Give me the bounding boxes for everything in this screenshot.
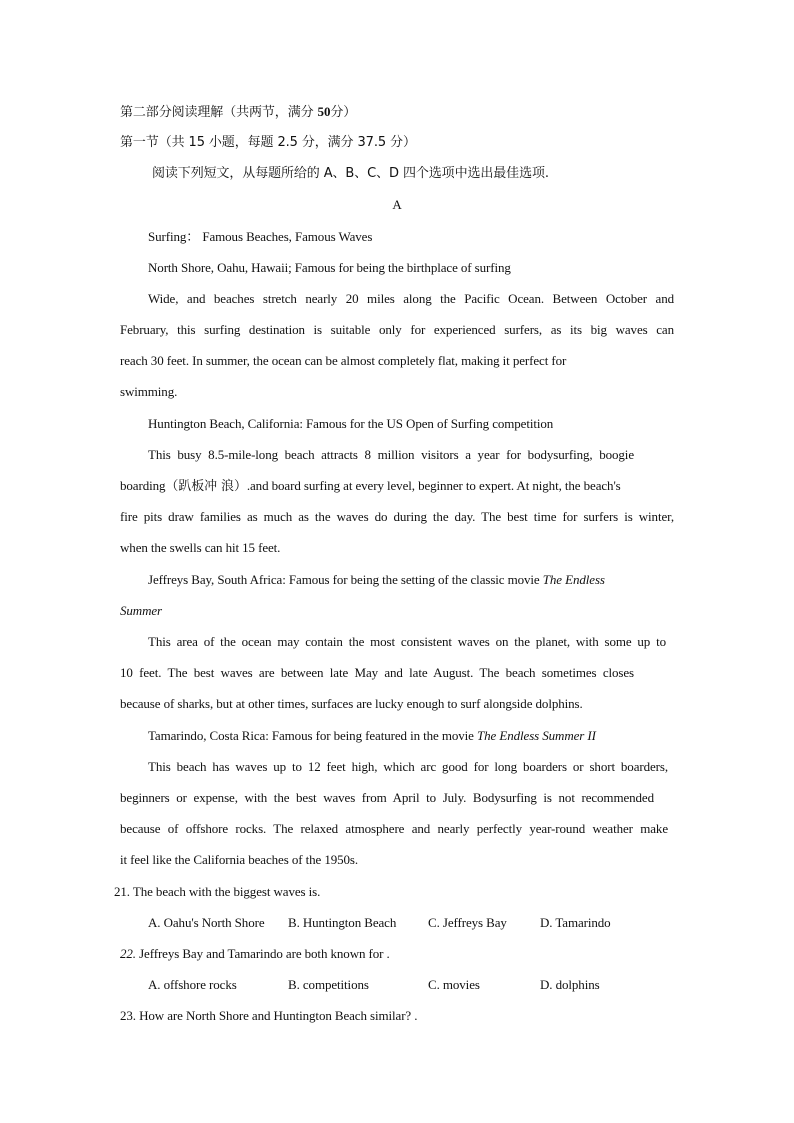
beach2-line4: when the swells can hit 15 feet. xyxy=(120,540,281,555)
question-22-option-b[interactable]: B. competitions xyxy=(288,977,369,992)
beach1-heading: North Shore, Oahu, Hawaii; Famous for being the birthplace of surfing xyxy=(148,260,511,275)
section-title: 第一节（共 15 小题，每题 2.5 分，满分 37.5 分） xyxy=(120,135,416,150)
beach2-line2-a: boarding（ xyxy=(120,478,179,493)
beach2-line2 xyxy=(120,478,621,495)
beach3-movie-b: Summer xyxy=(120,603,163,618)
question-21-option-d[interactable]: D. Tamarindo xyxy=(540,915,611,930)
beach3-movie-a: The Endless xyxy=(542,572,605,587)
question-22-option-a[interactable]: A. offshore rocks xyxy=(148,977,237,992)
beach3-heading xyxy=(148,572,605,588)
question-21-option-a[interactable]: A. Oahu's North Shore xyxy=(148,915,265,930)
question-21-stem: 21. The beach with the biggest waves is. xyxy=(114,884,321,899)
beach3-heading-text: Jeffreys Bay, South Africa: Famous for being the setting of the classic movie xyxy=(148,572,543,587)
beach4-heading xyxy=(148,728,596,744)
part-title-score: 50 xyxy=(317,104,331,119)
question-22-number: 22. xyxy=(120,946,136,961)
part-title-suffix: 分） xyxy=(330,105,357,120)
beach4-heading-text: Tamarindo, Costa Rica: Famous for being featured in the movie xyxy=(148,728,478,743)
beach3-line3: because of sharks, but at other times, surfaces are lucky enough to surf alongside dolphins. xyxy=(120,696,583,711)
beach2-line3: fire pits draw families as much as the waves do during the day. The best time for surfers is winter, xyxy=(120,509,674,524)
beach1-line1: Wide, and beaches stretch nearly 20 miles along the Pacific Ocean. Between October and xyxy=(148,291,674,306)
question-21-option-c[interactable]: C. Jeffreys Bay xyxy=(428,915,507,930)
beach2-line2-cjk: 趴板冲 浪 xyxy=(178,479,234,494)
beach4-line3: because of offshore rocks. The relaxed atmosphere and nearly perfectly year-round weather make xyxy=(120,821,668,836)
beach1-line3: reach 30 feet. In summer, the ocean can be almost completely flat, making it perfect for xyxy=(120,353,567,368)
beach2-heading: Huntington Beach, California: Famous for the US Open of Surfing competition xyxy=(148,416,554,431)
question-21-option-b[interactable]: B. Huntington Beach xyxy=(288,915,397,930)
beach4-line2: beginners or expense, with the best waves from April to July. Bodysurfing is not recommended xyxy=(120,790,654,805)
passage-title: Surfing： Famous Beaches, Famous Waves xyxy=(148,229,373,244)
beach3-line1: This area of the ocean may contain the most consistent waves on the planet, with some up to xyxy=(148,634,666,649)
beach3-line2: 10 feet. The best waves are between late May and late August. The beach sometimes closes xyxy=(120,665,634,680)
beach1-line4: swimming. xyxy=(120,384,178,399)
question-22-text: Jeffreys Bay and Tamarindo are both known for . xyxy=(135,946,390,961)
question-22-option-c[interactable]: C. movies xyxy=(428,977,480,992)
question-22-stem xyxy=(120,946,390,962)
beach2-line1: This busy 8.5-mile-long beach attracts 8 million visitors a year for bodysurfing, boogie xyxy=(148,447,634,462)
beach4-line4: it feel like the California beaches of the 1950s. xyxy=(120,852,359,867)
beach4-movie: The Endless Summer II xyxy=(477,728,596,743)
question-23-stem: 23. How are North Shore and Huntington Beach similar? . xyxy=(120,1008,418,1023)
passage-letter: A xyxy=(392,197,402,212)
question-22-option-d[interactable]: D. dolphins xyxy=(540,977,600,992)
beach2-line2-b: ）.and board surfing at every level, beginner to expert. At night, the beach's xyxy=(233,478,621,493)
beach4-line1: This beach has waves up to 12 feet high, which arc good for long boarders or short boarders, xyxy=(148,759,668,774)
instructions: 阅读下列短文，从每题所给的 A、B、C、D 四个选项中选出最佳选项. xyxy=(152,166,549,181)
part-title-text: 第二部分阅读理解（共两节，满分 xyxy=(120,105,318,120)
part-title xyxy=(120,104,356,121)
beach1-line2: February, this surfing destination is suitable only for experienced surfers, as its big waves can xyxy=(120,322,674,337)
